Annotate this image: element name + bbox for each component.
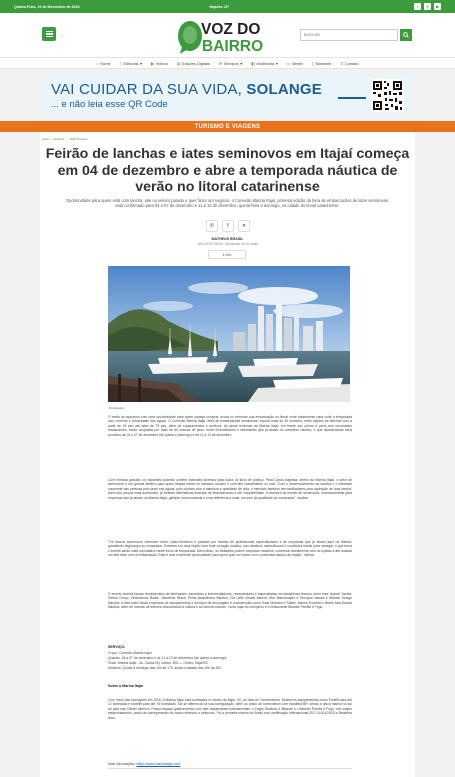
service-hours: Horários: Quinta a domingo das 10h às 17h, sexta e sábado das 10h às 20h xyxy=(108,666,222,670)
phone-icon: ✆ xyxy=(340,60,344,66)
breadcrumb-item[interactable]: Editoria xyxy=(54,137,65,141)
main-nav xyxy=(0,57,455,69)
whatsapp-icon: ✆ xyxy=(209,223,215,229)
article-paragraph: "Os barcos seminovos oferecem ótimo custo-benefício e passam por revisão de profissionais especializados e de empresas que já atuam aqui na Marina, garantindo segurança ao comprador. Estamos em uma região com forte vocação náutica, com destinos maravilhosos e condições ideais para navegar, o que torna o evento ainda mais convidativo neste início de temporada. Além disso, os visitantes podem comparar modelos, conversar diretamente com os lojistas e até realizar um test drive com a embarcação. Esta é uma excelente oportunidade para quem quer um barco com o potencial náutico da região", afirma. xyxy=(108,540,352,558)
tv-icon: ▭ xyxy=(286,60,291,66)
photo-caption: Divulgação xyxy=(109,406,124,410)
banner-underline xyxy=(338,97,366,99)
banner-headline xyxy=(51,81,322,98)
hamburger-line xyxy=(46,31,53,32)
facebook-icon[interactable]: f xyxy=(414,3,421,10)
nav-item-multimidia[interactable] xyxy=(251,61,277,66)
more-info-link[interactable]: https://www.marinaitajai.com/ xyxy=(136,762,181,766)
top-bar xyxy=(0,0,455,13)
facebook-icon: f xyxy=(227,223,229,229)
nav-label: Vídeos xyxy=(155,60,168,66)
article-title: Feirão de lanchas e iates seminovos em Itajaí começa em 04 de dezembro e abre a temporada náutica de verão no litoral catarinense xyxy=(45,146,410,196)
instagram-icon[interactable]: ◎ xyxy=(425,4,430,9)
nav-label: Multimídia xyxy=(256,60,275,66)
service-what: O que: Conexão Marina Itajaí xyxy=(108,651,152,655)
current-date: Quarta-Feira, 19 de Novembro de 2025 xyxy=(14,4,80,9)
weather-readout: Itajaí/sc 20° xyxy=(209,4,230,9)
nav-item-editorias[interactable] xyxy=(120,61,142,66)
gear-icon: ⚙ xyxy=(218,60,223,66)
share-buttons xyxy=(206,220,250,232)
nav-label: Contato xyxy=(345,60,359,66)
nav-item-mobiweb[interactable] xyxy=(312,61,331,66)
home-icon: ⌂ xyxy=(96,60,99,66)
chevron-down-icon: ▾ xyxy=(275,60,278,66)
nav-label: Serviços xyxy=(223,60,239,66)
x-icon: ✕ xyxy=(241,223,247,229)
chevron-down-icon: ▾ xyxy=(240,60,243,66)
article-lead: Oportunidade para quem está com lancha, iate ou veleiro parado e quer fazer um negócio, o Conexão Marina Itajaí, primeira edição da feira de embarcações de lazer seminovas, está confirmado para 04 a 07 de dezembro e 11 a 13 de dezembro, quinta-feira a domingo, na cidade do litoral catarinense. xyxy=(65,198,390,209)
nav-item-videos[interactable] xyxy=(151,61,168,66)
nav-item-servicos[interactable] xyxy=(219,61,242,66)
banner-highlight: SOLANGE xyxy=(246,81,322,98)
mobile-icon: ▯ xyxy=(311,60,315,66)
service-when: Quando: 04 a 07 de dezembro e de 11 a 13 de dezembro (de quinta a domingo) xyxy=(108,656,227,660)
article-photo[interactable] xyxy=(108,266,350,402)
search-button[interactable] xyxy=(400,29,412,41)
chevron-down-icon: ▾ xyxy=(140,60,143,66)
logo-word-bottom: BAIRRO xyxy=(202,38,264,55)
nav-item-contato[interactable] xyxy=(340,61,359,66)
x-share-button[interactable] xyxy=(238,220,250,232)
book-icon: ▤ xyxy=(176,60,181,66)
hamburger-menu-button[interactable] xyxy=(42,27,56,41)
site-header xyxy=(0,13,455,57)
breadcrumb-item[interactable]: 2025 Outubro xyxy=(69,137,88,141)
nav-item-webtv[interactable] xyxy=(287,61,303,66)
service-where: Onde: Marina Itajaí - Av. Carlos Ely Castro, 300 — Centro, Itajaí/SC xyxy=(108,661,209,665)
banner-subline: ... e não leia esse QR Code xyxy=(51,99,168,110)
article-paragraph: Com entrada gratuita, os visitantes poderão conferir estandes diversos para todos os tipos de público. Para Carlos Baptista, diretor da Marina Itajaí, o setor de seminovos é um grande atrativo para quem deseja iniciar no mercado náutico e com alto investimento no mar. "Com o desenvolvimento da náutica e o interesse crescente das pessoas pelo lazer nas águas, pelo contato com a natureza e qualidade de vida, o mercado também tem facilitadores para aquisição de uma lancha. Além dos preços mais acessíveis, já existem alternativas diversas de financiamento e até compartilhado. A abertura do evento de seminovos, exclusivamente para empresas que já atuam na Marina Itajaí, garante uma curadoria e uma referência a mais, um selo de qualidade ao comprador", explica. xyxy=(108,478,352,500)
qr-code-image xyxy=(371,79,404,112)
article-paragraph: O verão se aproxima com uma oportunidade para quem planeja comprar, trocar ou reformar sua embarcação no litoral norte catarinense para curtir a temporada com conforto e privacidade nas águas. O Conexão Marina Itajaí, feira de embarcações seminovas, exporá mais de 30 modelos, entre opções de lanchas com a partir de 18 pés até iates de 75 pés, além de equipamentos e serviços. As áreas externas da Marina Itajaí, em frente aos píeres e perto dos renomados restaurantes, serão ocupadas por mais de 40 marcas de peso, entre revendedores e fabricantes que já atuam no complexo náutico, e que apresentarão seus produtos de 04 a 07 de dezembro (de quinta a domingo) e de 11 a 13 de dezembro. xyxy=(108,415,352,437)
nav-label: Home xyxy=(100,60,111,66)
article-container xyxy=(40,132,415,777)
nav-label: Webtv xyxy=(291,60,303,66)
article-author: MATHEUS BRASIL xyxy=(211,237,244,241)
nav-item-edicoes[interactable] xyxy=(177,61,210,66)
facebook-share-button[interactable] xyxy=(222,220,234,232)
nav-label: Mobiweb xyxy=(315,60,332,66)
ad-banner[interactable] xyxy=(42,76,413,115)
whatsapp-share-button[interactable] xyxy=(206,220,218,232)
article-date: 18/11/2025 09h35 · Atualizado há 15 horas xyxy=(197,242,258,246)
breadcrumb: Início › Editoria › 2025 Outubro xyxy=(42,137,88,141)
article-paragraph: O evento reunirá nomes reconhecidos de fabricantes, escritórios e intermediadores, revendedores e especialistas em assistência técnica, entre eles: Azimut Yachts, Sedna Group, Obsessions Boats, Yachtblue Brasil, Prime Assistência Náutica, Cia Latin Vessel Marine, Mar Manutenção e Serviços Navais e Atlantic Design Náutica. A lista inclui ainda empresas de equipamentos e serviços de ancoragem e manutenção como Solar Motores e Solbis, Marine Express e Brasil Zata Escola Náutica, além de marcas de setores relacionados à cultura e ao turismo náutico, como lojas do complexo e o restaurante Bikaner Parrilla e Fogo. xyxy=(108,592,352,610)
nav-item-home[interactable] xyxy=(96,61,110,66)
list-icon: ≡ xyxy=(119,60,122,66)
search-icon xyxy=(403,32,409,38)
breadcrumb-item[interactable]: Início xyxy=(42,137,50,141)
media-icon: ◧ xyxy=(251,60,255,66)
hamburger-line xyxy=(46,36,53,37)
service-heading: SERVIÇO: xyxy=(108,645,126,649)
banner-text: VAI CUIDAR DA SUA VIDA, xyxy=(51,81,247,98)
youtube-icon[interactable]: ▶ xyxy=(435,4,440,9)
more-info-label: Mais informações: xyxy=(108,762,136,766)
about-heading: Sobre a Marina Itajaí xyxy=(108,684,143,688)
site-logo[interactable] xyxy=(177,17,279,55)
nav-label: Edições Digitais xyxy=(182,60,210,66)
article-paragraph: Com início das operações em 2016, a Marina Itajaí está localizada no centro de Itajaí, SC, ao lado do Centreventos. Modernos equipamentos como Forklift para até 12 toneladas e travelift para até 75 toneladas. Ela se diferencia na sua configuração, além do posto de combustível com bandeira BR, sendo a única marina no sul do país com Diesel Veleiros. Possui espaço gastronômico com dois restaurantes internacionais, o Zeglio Seafood & Bikaner e o Bikaner Parrilla e Fogo, com amplo estacionamento, ponto de carregamento de carros elétricos e heliponto. Foi a primeira marina do Brasil com certificação internacional ISO 14.001/2015 e Bandeira Azul. xyxy=(108,698,352,720)
logo-word-top: VOZ DO xyxy=(201,21,261,38)
divider xyxy=(108,768,352,769)
search-input[interactable] xyxy=(300,29,398,41)
section-header: TURISMO E VIAGENS xyxy=(0,121,455,132)
more-info-line xyxy=(108,762,180,766)
hamburger-line xyxy=(46,33,53,34)
nav-label: Editorias xyxy=(123,60,139,66)
reading-time-badge: 4 Min xyxy=(208,250,246,259)
video-icon: ▶ xyxy=(151,60,155,66)
